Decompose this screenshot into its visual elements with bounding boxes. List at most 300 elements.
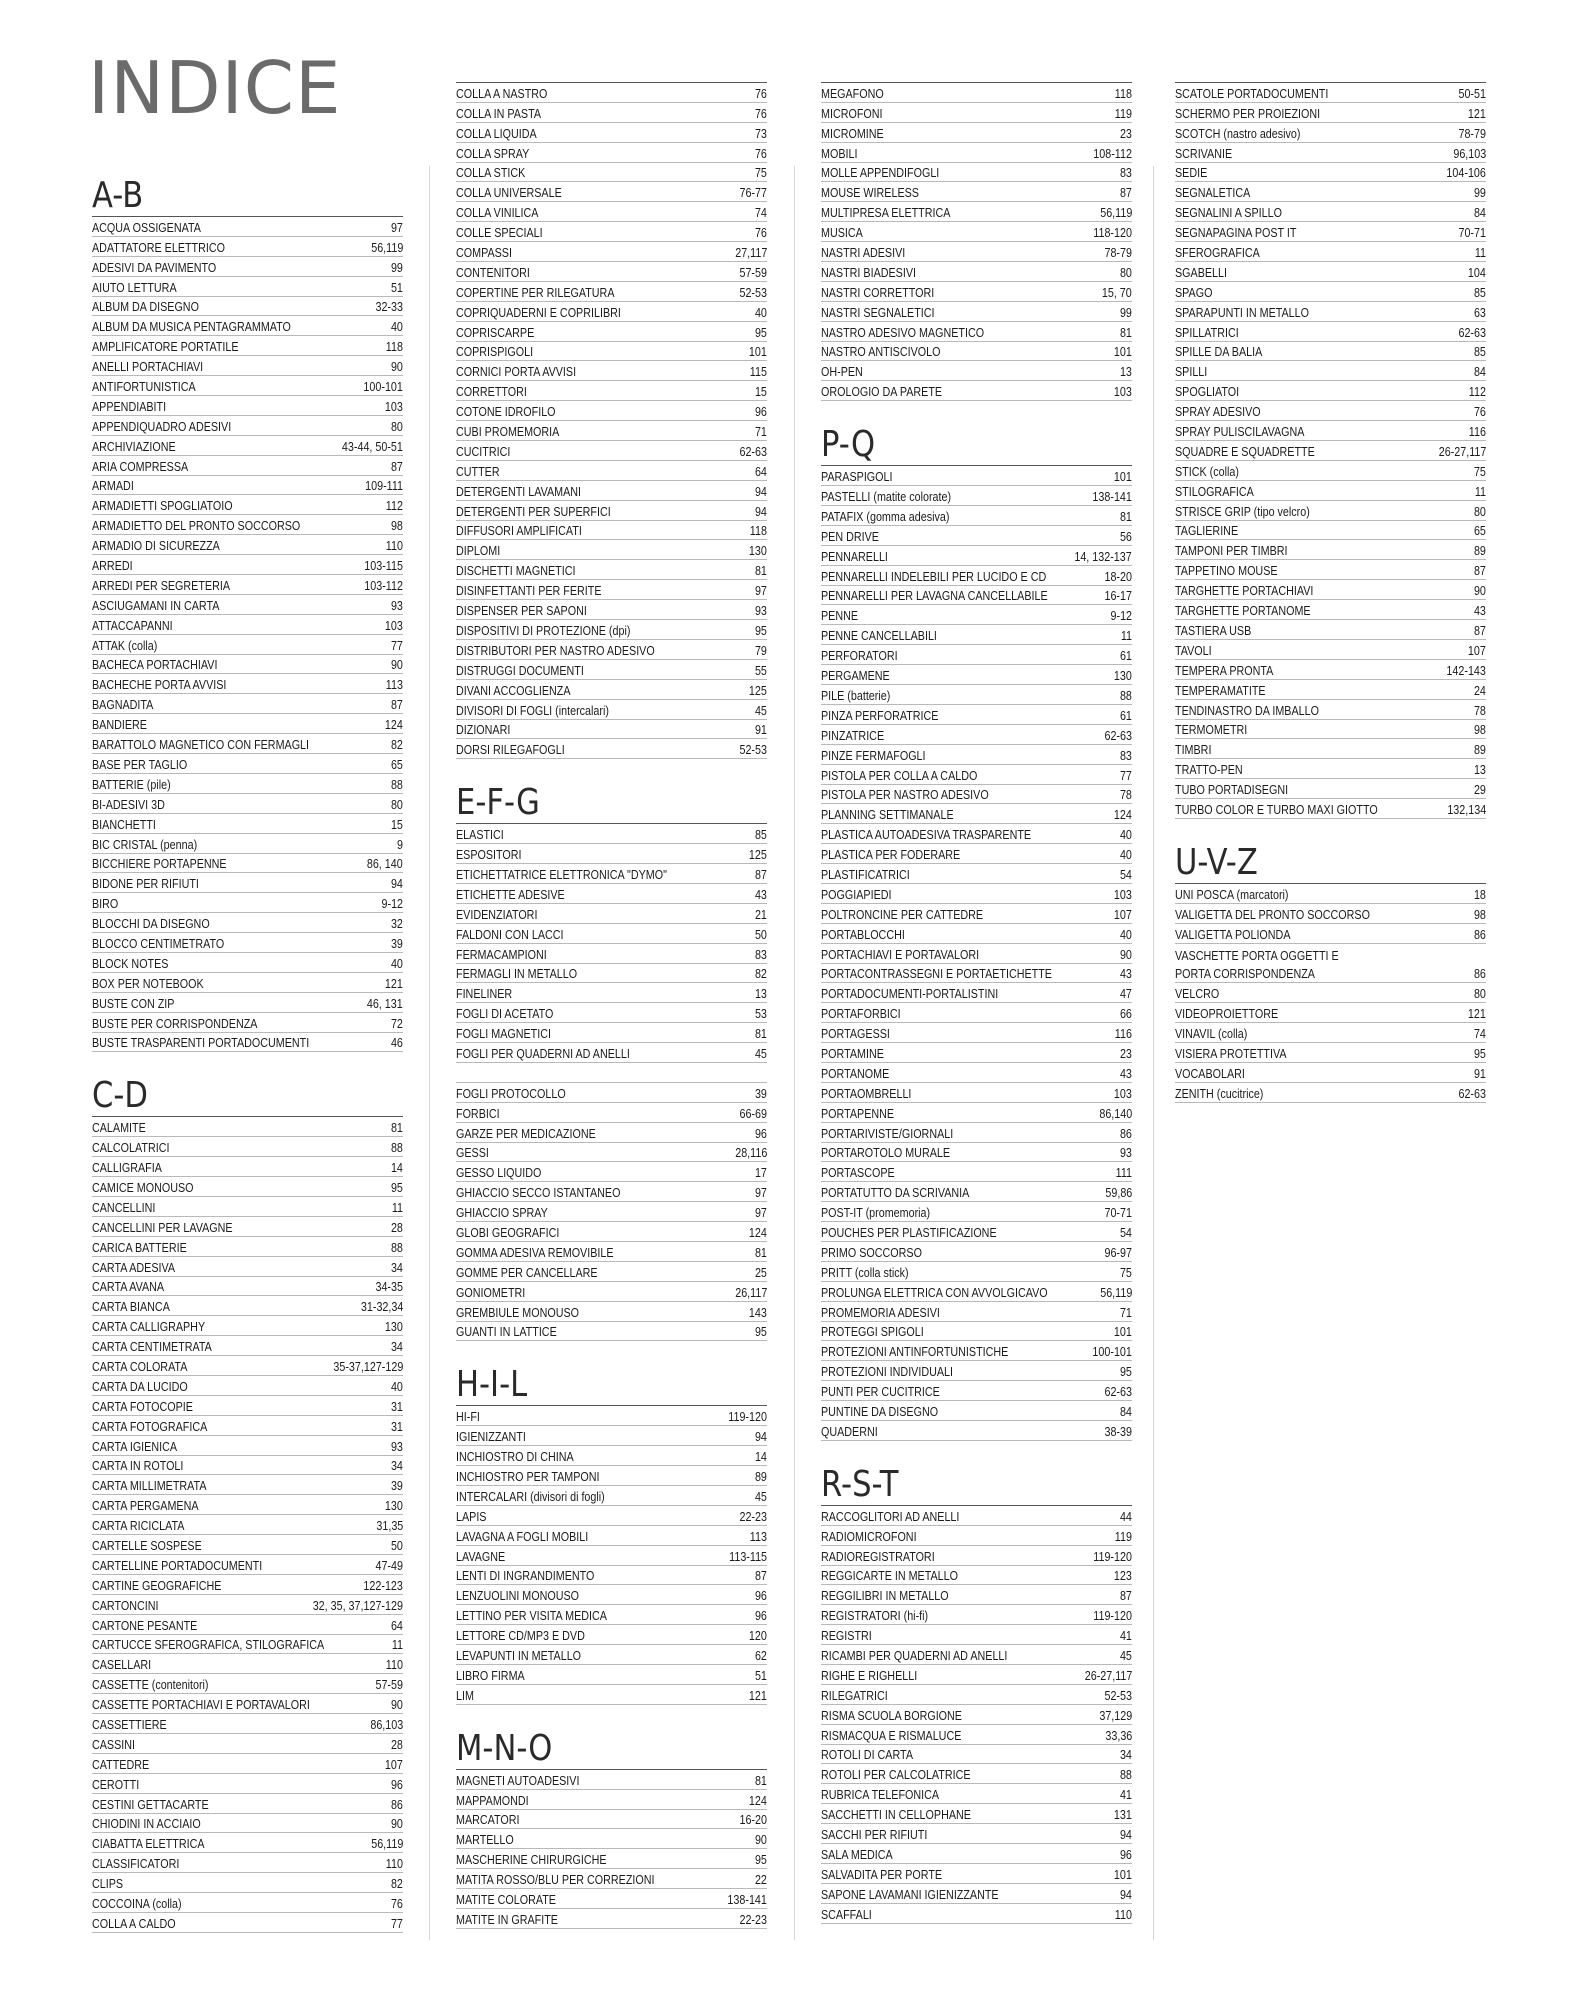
index-entry bbox=[821, 526, 1132, 546]
entry-term: PORTACHIAVI E PORTAVALORI bbox=[821, 947, 980, 962]
entry-term: SGABELLI bbox=[1175, 265, 1227, 280]
entry-term: CARTA ADESIVA bbox=[92, 1260, 176, 1275]
entry-term: BIANCHETTI bbox=[92, 817, 156, 832]
entry-pages: 94 bbox=[391, 877, 403, 892]
entry-pages: 119 bbox=[1114, 106, 1132, 121]
entry-term: PLASTICA AUTOADESIVA TRASPARENTE bbox=[821, 828, 1032, 843]
entry-term: PLASTICA PER FODERARE bbox=[821, 848, 961, 863]
entry-pages: 94 bbox=[755, 1430, 767, 1445]
index-entry bbox=[821, 884, 1132, 904]
entry-term: BAGNADITA bbox=[92, 698, 154, 713]
index-entry bbox=[92, 515, 403, 535]
entry-pages: 44 bbox=[1120, 1509, 1132, 1524]
entry-term: PINZATRICE bbox=[821, 728, 885, 743]
index-list bbox=[821, 465, 1132, 1441]
entry-pages: 55 bbox=[755, 663, 767, 678]
entry-term: PROTEGGI SPIGOLI bbox=[821, 1325, 924, 1340]
entry-pages: 104 bbox=[1468, 265, 1486, 280]
index-entry bbox=[456, 143, 767, 163]
entry-pages: 9 bbox=[397, 837, 403, 852]
index-entry bbox=[456, 1222, 767, 1242]
index-section bbox=[1175, 843, 1486, 1103]
entry-pages: 34 bbox=[391, 1260, 403, 1275]
entry-pages: 16-20 bbox=[739, 1813, 767, 1828]
entry-term: SEGNAPAGINA POST IT bbox=[1175, 226, 1297, 241]
index-entry bbox=[92, 1396, 403, 1416]
index-entry bbox=[821, 1546, 1132, 1566]
entry-pages: 39 bbox=[391, 936, 403, 951]
entry-term: MICROMINE bbox=[821, 126, 884, 141]
entry-pages: 40 bbox=[1120, 927, 1132, 942]
entry-pages: 70-71 bbox=[1458, 226, 1486, 241]
entry-term: NASTRO ANTISCIVOLO bbox=[821, 345, 941, 360]
entry-pages: 97 bbox=[755, 1186, 767, 1201]
entry-term: REGGICARTE IN METALLO bbox=[821, 1569, 958, 1584]
entry-term: PORTAFORBICI bbox=[821, 1007, 901, 1022]
entry-term: SALVADITA PER PORTE bbox=[821, 1867, 943, 1882]
index-entry bbox=[456, 1770, 767, 1790]
entry-pages: 75 bbox=[755, 166, 767, 181]
entry-pages: 41 bbox=[1120, 1629, 1132, 1644]
index-entry bbox=[821, 1526, 1132, 1546]
index-entry bbox=[821, 322, 1132, 342]
index-list bbox=[456, 1405, 767, 1704]
entry-pages: 43 bbox=[1120, 967, 1132, 982]
index-section bbox=[456, 783, 767, 1341]
entry-pages: 62-63 bbox=[1104, 1385, 1132, 1400]
index-entry bbox=[456, 1909, 767, 1929]
entry-term: COLLA A NASTRO bbox=[456, 86, 548, 101]
entry-pages: 40 bbox=[391, 1379, 403, 1394]
index-entry bbox=[821, 844, 1132, 864]
entry-term: PORTABLOCCHI bbox=[821, 927, 905, 942]
entry-pages: 43 bbox=[1474, 604, 1486, 619]
entry-pages: 47-49 bbox=[375, 1558, 403, 1573]
entry-pages: 56 bbox=[1120, 529, 1132, 544]
index-entry bbox=[1175, 759, 1486, 779]
index-entry bbox=[821, 83, 1132, 103]
entry-term: GARZE PER MEDICAZIONE bbox=[456, 1126, 596, 1141]
entry-term: PORTANOME bbox=[821, 1066, 890, 1081]
index-entry bbox=[92, 1436, 403, 1456]
entry-term: LETTINO PER VISITA MEDICA bbox=[456, 1609, 607, 1624]
index-section bbox=[456, 1365, 767, 1704]
entry-pages: 84 bbox=[1474, 365, 1486, 380]
index-entry bbox=[1175, 481, 1486, 501]
entry-pages: 103 bbox=[385, 399, 403, 414]
index-entry bbox=[456, 1302, 767, 1322]
entry-pages: 38-39 bbox=[1104, 1424, 1132, 1439]
entry-term: SPARAPUNTI IN METALLO bbox=[1175, 305, 1310, 320]
entry-term: TAPPETINO MOUSE bbox=[1175, 564, 1278, 579]
index-entry bbox=[456, 262, 767, 282]
entry-pages: 95 bbox=[1120, 1365, 1132, 1380]
index-entry bbox=[821, 1421, 1132, 1441]
entry-pages: 103 bbox=[1114, 887, 1132, 902]
entry-term: CARTONCINI bbox=[92, 1598, 159, 1613]
entry-term: PERFORATORI bbox=[821, 649, 898, 664]
index-entry bbox=[456, 1003, 767, 1023]
entry-term: BANDIERE bbox=[92, 718, 147, 733]
index-entry bbox=[456, 421, 767, 441]
entry-pages: 57-59 bbox=[375, 1678, 403, 1693]
index-entry bbox=[92, 1033, 403, 1053]
entry-pages: 85 bbox=[1474, 285, 1486, 300]
entry-term: DIPLOMI bbox=[456, 544, 501, 559]
entry-pages: 80 bbox=[391, 797, 403, 812]
entry-pages: 90 bbox=[391, 1817, 403, 1832]
entry-term: BLOCCHI DA DISEGNO bbox=[92, 917, 210, 932]
entry-term: TEMPERAMATITE bbox=[1175, 683, 1266, 698]
entry-term: OH-PEN bbox=[821, 365, 863, 380]
entry-pages: 14 bbox=[391, 1161, 403, 1176]
index-entry bbox=[1175, 924, 1486, 944]
index-entry bbox=[821, 242, 1132, 262]
entry-pages: 73 bbox=[755, 126, 767, 141]
index-entry bbox=[92, 456, 403, 476]
entry-pages: 98 bbox=[391, 519, 403, 534]
index-entry bbox=[92, 555, 403, 575]
entry-pages: 121 bbox=[1468, 1007, 1486, 1022]
page-title: INDICE bbox=[88, 46, 342, 130]
index-entry bbox=[821, 1725, 1132, 1745]
index-entry bbox=[456, 1889, 767, 1909]
column-divider bbox=[429, 166, 430, 1940]
entry-pages: 22-23 bbox=[739, 1509, 767, 1524]
entry-term: ARCHIVIAZIONE bbox=[92, 439, 176, 454]
entry-term: FOGLI MAGNETICI bbox=[456, 1027, 551, 1042]
index-entry bbox=[821, 1282, 1132, 1302]
entry-term: MAGNETI AUTOADESIVI bbox=[456, 1773, 580, 1788]
entry-term: DORSI RILEGAFOGLI bbox=[456, 743, 565, 758]
entry-pages: 45 bbox=[755, 1489, 767, 1504]
index-entry bbox=[92, 1814, 403, 1834]
entry-term: VOCABOLARI bbox=[1175, 1066, 1245, 1081]
entry-pages: 39 bbox=[755, 1086, 767, 1101]
index-entry bbox=[92, 615, 403, 635]
entry-term: MATITE COLORATE bbox=[456, 1893, 556, 1908]
index-entry bbox=[821, 1745, 1132, 1765]
index-entry bbox=[821, 1222, 1132, 1242]
index-entry bbox=[821, 1764, 1132, 1784]
entry-term: ETICHETTATRICE ELETTRONICA "DYMO" bbox=[456, 867, 667, 882]
index-entry bbox=[92, 336, 403, 356]
index-entry bbox=[92, 1456, 403, 1476]
entry-term: PENNARELLI bbox=[821, 549, 888, 564]
index-entry bbox=[821, 1341, 1132, 1361]
entry-pages: 81 bbox=[755, 1245, 767, 1260]
entry-pages: 31-32,34 bbox=[360, 1300, 403, 1315]
entry-pages: 121 bbox=[385, 976, 403, 991]
entry-term: SCHERMO PER PROIEZIONI bbox=[1175, 106, 1321, 121]
index-entry bbox=[821, 1322, 1132, 1342]
entry-pages: 118-120 bbox=[1093, 226, 1132, 241]
entry-pages: 9-12 bbox=[381, 897, 403, 912]
index-entry bbox=[821, 964, 1132, 984]
index-entry bbox=[92, 1913, 403, 1933]
entry-term: LEVAPUNTI IN METALLO bbox=[456, 1649, 582, 1664]
entry-term: CASELLARI bbox=[92, 1658, 152, 1673]
index-list bbox=[456, 1769, 767, 1929]
entry-term: SPILLI bbox=[1175, 365, 1208, 380]
index-entry bbox=[92, 854, 403, 874]
index-entry bbox=[821, 1685, 1132, 1705]
index-entry bbox=[456, 342, 767, 362]
index-entry bbox=[456, 864, 767, 884]
entry-term: PENNARELLI PER LAVAGNA CANCELLABILE bbox=[821, 589, 1048, 604]
entry-term: COPRISPIGOLI bbox=[456, 345, 534, 360]
entry-term: SPILLE DA BALIA bbox=[1175, 345, 1263, 360]
entry-pages: 81 bbox=[755, 1773, 767, 1788]
entry-pages: 103 bbox=[1114, 1086, 1132, 1101]
index-entry bbox=[1175, 123, 1486, 143]
entry-pages: 76 bbox=[755, 226, 767, 241]
entry-pages: 107 bbox=[385, 1757, 403, 1772]
index-entry bbox=[456, 1123, 767, 1143]
index-entry bbox=[1175, 884, 1486, 904]
entry-term: RISMACQUA E RISMALUCE bbox=[821, 1728, 962, 1743]
index-entry bbox=[92, 1674, 403, 1694]
index-entry bbox=[456, 1685, 767, 1705]
entry-pages: 40 bbox=[1120, 848, 1132, 863]
entry-term: INCHIOSTRO PER TAMPONI bbox=[456, 1470, 600, 1484]
entry-pages: 82 bbox=[391, 738, 403, 753]
index-entry bbox=[92, 1296, 403, 1316]
entry-pages: 28,116 bbox=[734, 1146, 767, 1161]
index-section bbox=[456, 82, 767, 759]
entry-pages: 35-37,127-129 bbox=[333, 1359, 403, 1374]
entry-term: ROTOLI PER CALCOLATRICE bbox=[821, 1768, 971, 1783]
index-entry bbox=[1175, 461, 1486, 481]
entry-term: CARTA IGIENICA bbox=[92, 1439, 178, 1454]
entry-term: NASTRI SEGNALETICI bbox=[821, 305, 935, 320]
index-entry bbox=[1175, 143, 1486, 163]
entry-term: VELCRO bbox=[1175, 987, 1220, 1002]
index-entry bbox=[456, 1023, 767, 1043]
entry-term: DISTRIBUTORI PER NASTRO ADESIVO bbox=[456, 643, 655, 658]
entry-pages: 32-33 bbox=[375, 300, 403, 315]
index-entry bbox=[92, 913, 403, 933]
index-entry bbox=[1175, 182, 1486, 202]
index-entry bbox=[1175, 421, 1486, 441]
index-entry bbox=[92, 1117, 403, 1137]
entry-term: COLLA LIQUIDA bbox=[456, 126, 537, 141]
entry-term: LENTI DI INGRANDIMENTO bbox=[456, 1569, 595, 1584]
index-entry bbox=[456, 1466, 767, 1486]
index-entry bbox=[1175, 83, 1486, 103]
entry-term: CASSETTE (contenitori) bbox=[92, 1678, 209, 1693]
entry-term: PORTA CORRISPONDENZA bbox=[1175, 967, 1315, 982]
entry-term: PINZE FERMAFOGLI bbox=[821, 748, 926, 763]
entry-term: DIZIONARI bbox=[456, 723, 511, 738]
index-entry bbox=[456, 441, 767, 461]
entry-pages: 82 bbox=[391, 1877, 403, 1892]
entry-pages: 47 bbox=[1120, 987, 1132, 1002]
index-entry bbox=[456, 720, 767, 740]
entry-pages: 85 bbox=[1474, 345, 1486, 360]
entry-pages: 96 bbox=[1120, 1847, 1132, 1862]
entry-term: CARICA BATTERIE bbox=[92, 1240, 187, 1255]
index-entry bbox=[456, 944, 767, 964]
entry-pages: 32 bbox=[391, 917, 403, 932]
index-entry bbox=[92, 754, 403, 774]
entry-term: IGIENIZZANTI bbox=[456, 1430, 526, 1445]
entry-term: COPRIQUADERNI E COPRILIBRI bbox=[456, 305, 621, 320]
entry-pages: 87 bbox=[755, 1569, 767, 1584]
section-heading: E-F-G bbox=[456, 782, 540, 824]
entry-term: ROTOLI DI CARTA bbox=[821, 1748, 913, 1763]
index-section bbox=[92, 176, 403, 1052]
entry-term: PRITT (colla stick) bbox=[821, 1265, 909, 1280]
entry-pages: 96 bbox=[755, 1609, 767, 1624]
entry-pages: 28 bbox=[391, 1220, 403, 1235]
entry-term: PUNTINE DA DISEGNO bbox=[821, 1405, 939, 1419]
entry-pages: 43 bbox=[755, 887, 767, 902]
entry-pages: 100-101 bbox=[363, 380, 403, 395]
entry-pages: 80 bbox=[1474, 504, 1486, 519]
entry-term: BLOCK NOTES bbox=[92, 956, 169, 971]
entry-pages: 101 bbox=[1114, 470, 1132, 485]
entry-pages: 112 bbox=[385, 499, 403, 514]
index-entry bbox=[456, 123, 767, 143]
entry-pages: 87 bbox=[1474, 623, 1486, 638]
entry-pages: 54 bbox=[1120, 867, 1132, 882]
entry-term: MATITA ROSSO/BLU PER CORREZIONI bbox=[456, 1873, 655, 1888]
entry-term: BI-ADESIVI 3D bbox=[92, 797, 165, 812]
entry-pages: 23 bbox=[1120, 126, 1132, 141]
entry-pages: 62-63 bbox=[1458, 1086, 1486, 1101]
entry-pages: 26-27,117 bbox=[1084, 1668, 1132, 1683]
entry-pages: 130 bbox=[1114, 669, 1132, 684]
entry-pages: 57-59 bbox=[739, 265, 767, 280]
index-entry bbox=[92, 814, 403, 834]
entry-term: DIFFUSORI AMPLIFICATI bbox=[456, 524, 582, 539]
entry-pages: 101 bbox=[1114, 345, 1132, 360]
index-entry bbox=[92, 1615, 403, 1635]
entry-pages: 119-120 bbox=[1093, 1549, 1132, 1564]
entry-term: BIC CRISTAL (penna) bbox=[92, 837, 198, 852]
entry-term: SAPONE LAVAMANI IGIENIZZANTE bbox=[821, 1887, 999, 1902]
entry-term: PORTAROTOLO MURALE bbox=[821, 1146, 951, 1161]
entry-term: LIM bbox=[456, 1688, 474, 1703]
index-entry bbox=[1175, 1003, 1486, 1023]
entry-pages: 83 bbox=[1120, 748, 1132, 763]
index-entry bbox=[456, 739, 767, 759]
entry-term: QUADERNI bbox=[821, 1424, 878, 1439]
entry-term: COLLA SPRAY bbox=[456, 146, 530, 161]
entry-term: DISCHETTI MAGNETICI bbox=[456, 564, 576, 579]
index-entry bbox=[821, 625, 1132, 645]
index-section bbox=[821, 82, 1132, 401]
entry-term: SCATOLE PORTADOCUMENTI bbox=[1175, 86, 1329, 101]
index-entry bbox=[456, 1162, 767, 1182]
entry-term: STICK (colla) bbox=[1175, 464, 1239, 479]
entry-term: COTONE IDROFILO bbox=[456, 405, 556, 420]
entry-pages: 89 bbox=[755, 1470, 767, 1484]
index-entry bbox=[92, 1774, 403, 1794]
index-entry bbox=[821, 202, 1132, 222]
index-entry bbox=[456, 361, 767, 381]
index-entry bbox=[92, 1376, 403, 1396]
entry-term: CARTA COLORATA bbox=[92, 1359, 188, 1374]
entry-pages: 110 bbox=[385, 1857, 403, 1872]
entry-pages: 119-120 bbox=[728, 1410, 767, 1425]
entry-term: CARTA RICICLATA bbox=[92, 1519, 185, 1534]
entry-term: TIMBRI bbox=[1175, 743, 1212, 758]
entry-pages: 121 bbox=[1468, 106, 1486, 121]
entry-pages: 80 bbox=[1474, 987, 1486, 1002]
entry-pages: 15 bbox=[755, 385, 767, 400]
entry-term: COLLA A CALDO bbox=[92, 1916, 176, 1931]
entry-term: DISPOSITIVI DI PROTEZIONE (dpi) bbox=[456, 623, 631, 638]
index-entry bbox=[1175, 680, 1486, 700]
index-entry bbox=[456, 401, 767, 421]
entry-pages: 90 bbox=[391, 658, 403, 673]
index-entry bbox=[821, 1844, 1132, 1864]
entry-term: GLOBI GEOGRAFICI bbox=[456, 1225, 560, 1240]
index-entry bbox=[1175, 799, 1486, 819]
entry-term: SACCHETTI IN CELLOPHANE bbox=[821, 1808, 971, 1823]
index-entry bbox=[821, 1904, 1132, 1924]
entry-term: FOGLI PROTOCOLLO bbox=[456, 1086, 566, 1101]
entry-pages: 124 bbox=[1114, 808, 1132, 823]
entry-term: DISTRUGGI DOCUMENTI bbox=[456, 663, 584, 678]
entry-pages: 52-53 bbox=[1104, 1688, 1132, 1703]
entry-term: ARREDI bbox=[92, 559, 133, 574]
index-entry bbox=[92, 873, 403, 893]
index-entry bbox=[92, 973, 403, 993]
index-entry bbox=[456, 660, 767, 680]
entry-term: CHIODINI IN ACCIAIO bbox=[92, 1817, 201, 1832]
entry-pages: 93 bbox=[755, 604, 767, 619]
entry-term: ATTACCAPANNI bbox=[92, 618, 173, 633]
index-entry bbox=[456, 1242, 767, 1262]
entry-pages: 130 bbox=[385, 1320, 403, 1335]
entry-pages: 21 bbox=[755, 907, 767, 922]
index-entry bbox=[821, 804, 1132, 824]
entry-term: TASTIERA USB bbox=[1175, 623, 1252, 638]
entry-term: SCAFFALI bbox=[821, 1907, 872, 1922]
entry-pages: 43 bbox=[1120, 1066, 1132, 1081]
entry-pages: 15 bbox=[391, 817, 403, 832]
entry-term: REGISTRATORI (hi-fi) bbox=[821, 1609, 929, 1624]
entry-pages: 75 bbox=[1120, 1265, 1132, 1280]
index-entry bbox=[456, 580, 767, 600]
entry-term: CARTA BIANCA bbox=[92, 1300, 170, 1315]
index-entry bbox=[456, 1665, 767, 1685]
index-entry bbox=[456, 501, 767, 521]
index-entry bbox=[821, 1864, 1132, 1884]
entry-pages: 29 bbox=[1474, 783, 1486, 798]
index-entry bbox=[92, 217, 403, 237]
index-entry bbox=[92, 595, 403, 615]
entry-pages: 97 bbox=[755, 584, 767, 599]
entry-pages: 52-53 bbox=[739, 285, 767, 300]
index-entry bbox=[821, 645, 1132, 665]
entry-pages: 52-53 bbox=[739, 743, 767, 758]
entry-pages: 28 bbox=[391, 1737, 403, 1752]
entry-pages: 41 bbox=[1120, 1788, 1132, 1803]
index-entry bbox=[821, 983, 1132, 1003]
entry-term: RADIOREGISTRATORI bbox=[821, 1549, 935, 1564]
entry-pages: 18-20 bbox=[1104, 569, 1132, 584]
index-list bbox=[456, 82, 767, 759]
entry-term: CALCOLATRICI bbox=[92, 1141, 170, 1156]
entry-term: CARTINE GEOGRAFICHE bbox=[92, 1578, 222, 1593]
entry-term: TARGHETTE PORTACHIAVI bbox=[1175, 584, 1314, 599]
entry-term: FORBICI bbox=[456, 1106, 500, 1121]
entry-pages: 50 bbox=[755, 927, 767, 942]
